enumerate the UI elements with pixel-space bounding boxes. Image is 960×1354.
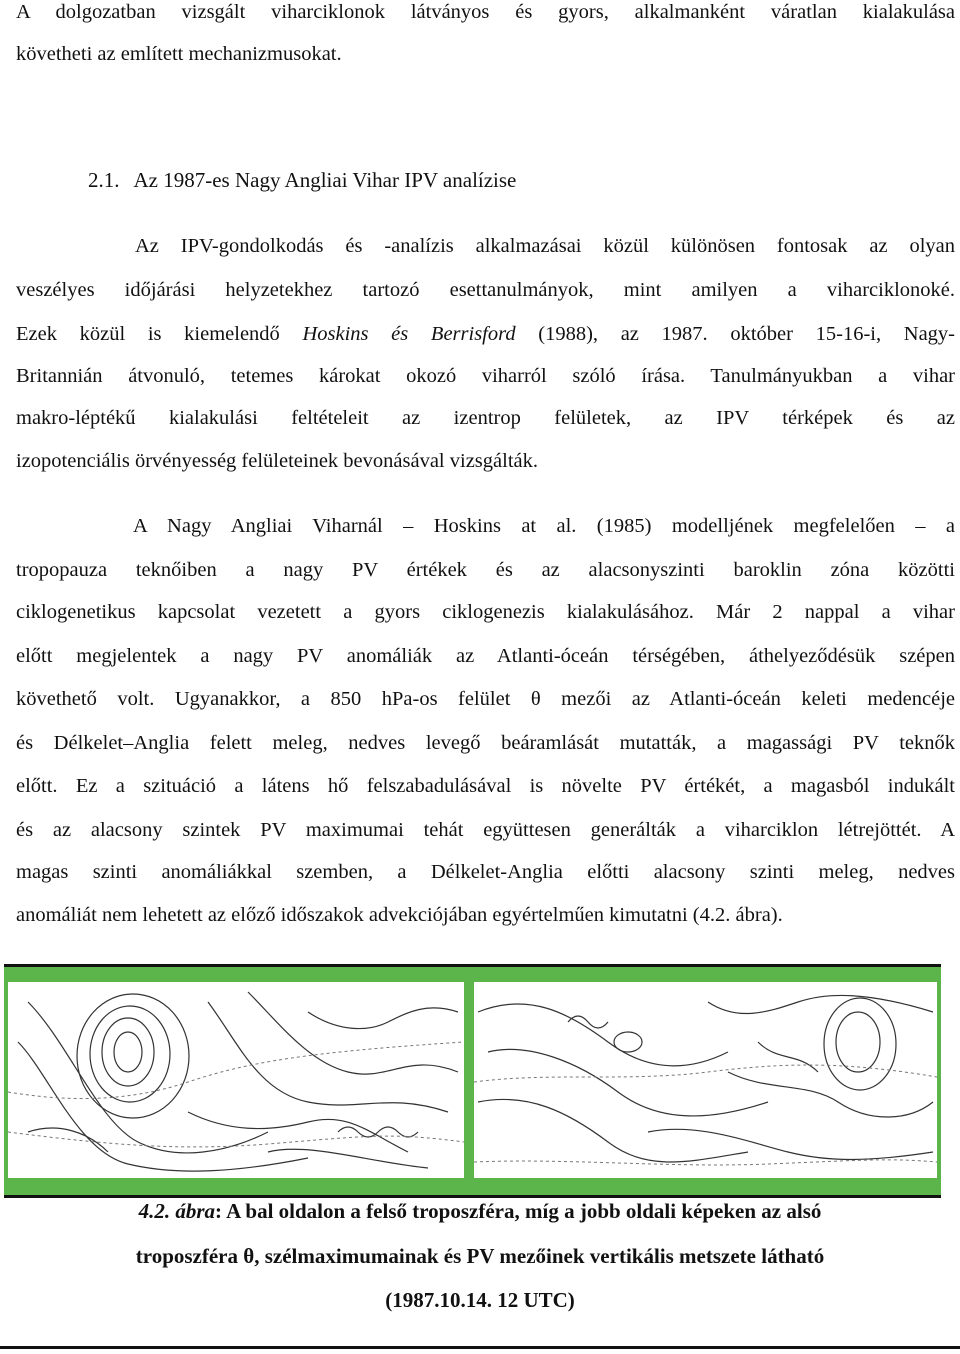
upper-troposphere-panel bbox=[8, 982, 464, 1178]
figure-4-2 bbox=[4, 964, 941, 1198]
section-heading bbox=[88, 168, 516, 193]
page-bottom-rule bbox=[0, 1346, 960, 1349]
para2-line-8: és az alacsony szintek PV maximumai tehát együttesen generálták a viharciklon létrejöttét. A bbox=[16, 819, 955, 841]
para1-line-1: Az IPV-gondolkodás és -analízis alkalmazásai közül különösen fontosak az olyan bbox=[135, 235, 955, 257]
para1-line-3-pre: Ezek közül is kiemelendő bbox=[16, 323, 303, 345]
intro-line-1: A dolgozatban vizsgált viharciklonok látványos és gyors, alkalmanként váratlan kialakulása bbox=[16, 1, 955, 23]
intro-line-2: követheti az említett mechanizmusokat. bbox=[16, 43, 342, 65]
section-number: 2.1. bbox=[88, 168, 120, 192]
para2-line-1: A Nagy Angliai Viharnál – Hoskins at al. (1985) modelljének megfelelően – a bbox=[133, 515, 955, 537]
para1-line-3 bbox=[16, 322, 955, 346]
para1-line-2: veszélyes időjárási helyzetekhez tartozó esettanulmányok, mint amilyen a viharciklonoké. bbox=[16, 279, 955, 301]
figure-label: 4.2. ábra bbox=[138, 1199, 216, 1223]
para2-line-6: és Délkelet–Anglia felett meleg, nedves levegő beáramlását mutatták, a magassági PV teknők bbox=[16, 732, 955, 754]
para1-line-4: Britannián átvonuló, tetemes károkat okozó viharról szóló írása. Tanulmányukban a vihar bbox=[16, 365, 955, 387]
para2-line-10: anomáliát nem lehetett az előző időszakok advekciójában egyértelműen kimutatni (4.2. ábra). bbox=[16, 904, 783, 926]
para1-line-3-post: (1988), az 1987. október 15-16-i, Nagy- bbox=[515, 323, 955, 345]
caption-text-1: : A bal oldalon a felső troposzféra, míg a jobb oldali képeken az alsó bbox=[215, 1199, 822, 1223]
figure-caption-line-3: (1987.10.14. 12 UTC) bbox=[385, 1288, 575, 1312]
section-title: Az 1987-es Nagy Angliai Vihar IPV analízise bbox=[133, 168, 517, 192]
para2-line-4: előtt megjelentek a nagy PV anomáliák az Atlanti-óceán térségében, áthelyeződésük szépen bbox=[16, 645, 955, 667]
figure-caption-line-1 bbox=[0, 1198, 960, 1224]
lower-troposphere-panel bbox=[474, 982, 937, 1178]
para1-line-6: izopotenciális örvényesség felületeinek bevonásával vizsgálták. bbox=[16, 450, 538, 472]
para2-line-5: követhető volt. Ugyanakkor, a 850 hPa-os felület θ mezői az Atlanti-óceán keleti medencéje bbox=[16, 688, 955, 710]
para1-line-5: makro-léptékű kialakulási feltételeit az izentrop felületek, az IPV térképek és az bbox=[16, 407, 955, 429]
para2-line-3: ciklogenetikus kapcsolat vezetett a gyors ciklogenezis kialakulásához. Már 2 nappal a vihar bbox=[16, 601, 955, 623]
para2-line-9: magas szinti anomáliákkal szemben, a Délkelet-Anglia előtti alacsony szinti meleg, nedves bbox=[16, 861, 955, 883]
para2-line-2: tropopauza teknőiben a nagy PV értékek és az alacsonyszinti baroklin zóna közötti bbox=[16, 559, 955, 581]
figure-caption-line-2: troposzféra θ, szélmaximumainak és PV mezőinek vertikális metszete látható bbox=[135, 1244, 825, 1268]
authors-citation: Hoskins és Berrisford bbox=[302, 323, 516, 345]
cross-section-panels bbox=[8, 982, 937, 1178]
para2-line-7: előtt. Ez a szituáció a látens hő felszabadulásával is növelte PV értékét, a magasból indukált bbox=[16, 775, 955, 797]
